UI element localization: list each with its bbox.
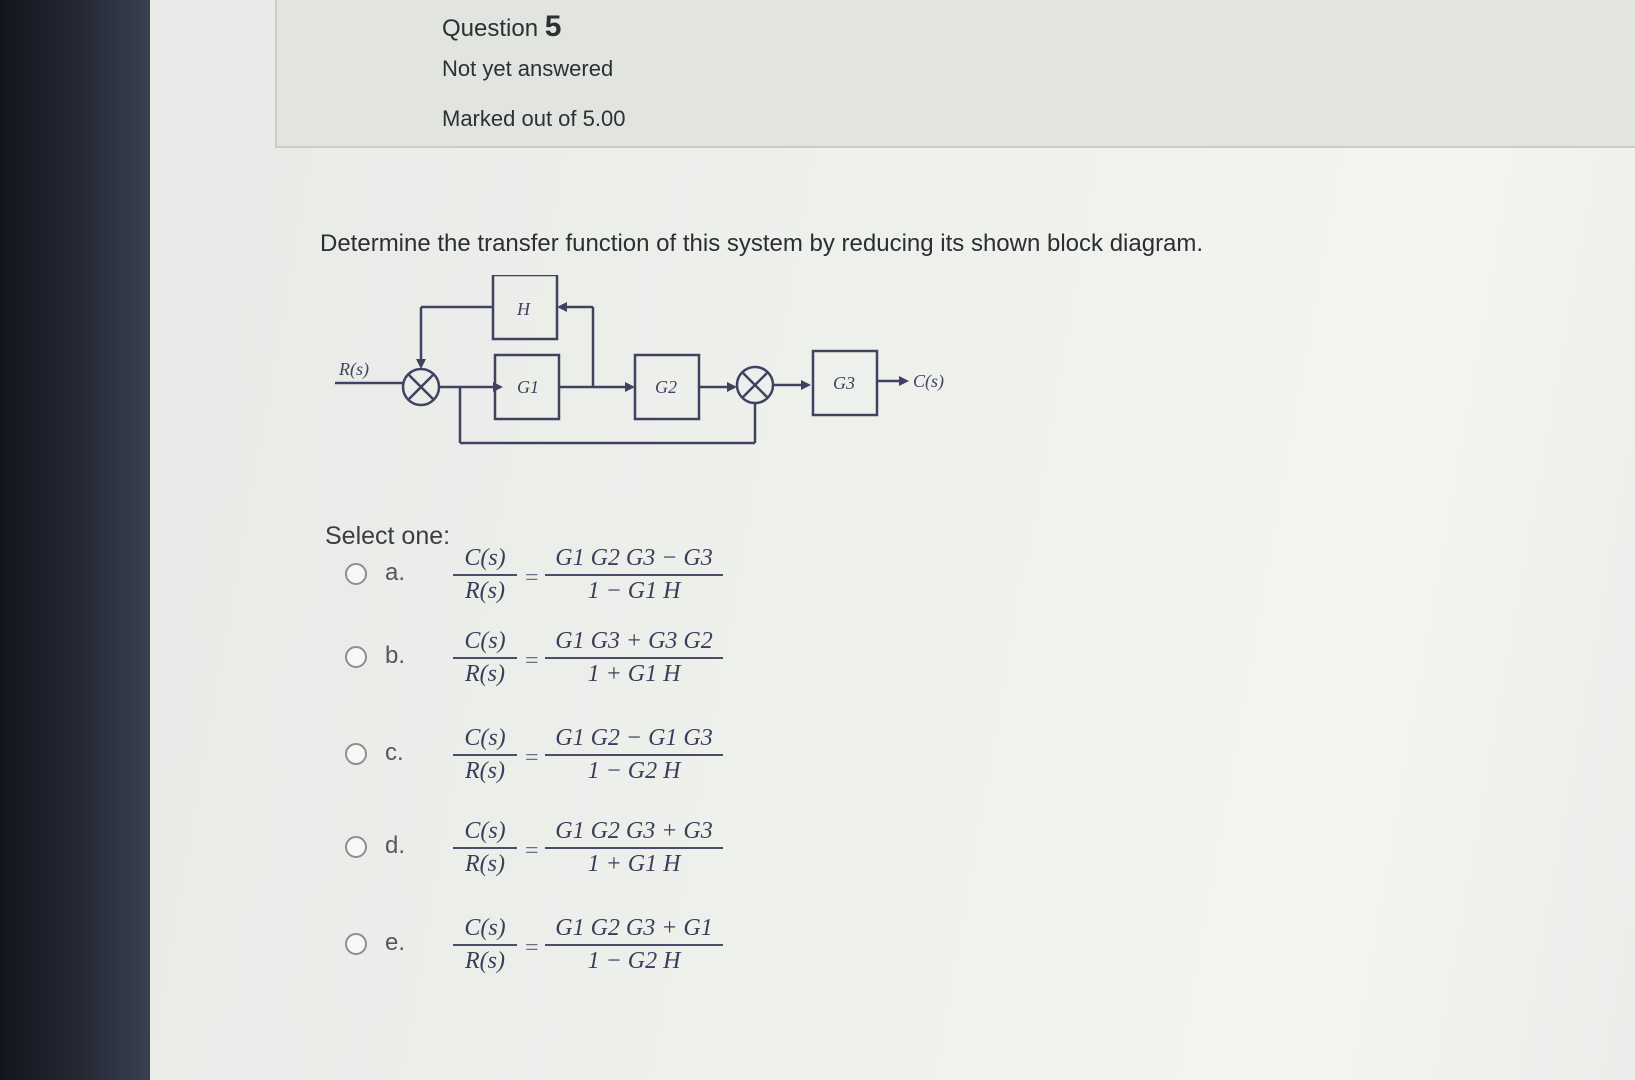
lhs-numerator: C(s) — [464, 545, 506, 571]
radio-button[interactable] — [345, 646, 367, 668]
label-g2: G2 — [655, 377, 677, 397]
rhs-fraction — [545, 915, 723, 975]
fraction-bar — [545, 657, 723, 659]
equals-sign: = — [525, 648, 539, 674]
lhs-fraction — [453, 818, 517, 878]
rhs-denominator: 1 − G1 H — [587, 578, 681, 604]
lhs-denominator: R(s) — [465, 661, 505, 687]
fraction-bar — [545, 944, 723, 946]
fraction-bar — [545, 847, 723, 849]
rhs-denominator: 1 + G1 H — [587, 661, 681, 687]
rhs-denominator: 1 − G2 H — [587, 948, 681, 974]
monitor-bezel — [0, 0, 150, 1080]
label-output: C(s) — [913, 371, 944, 391]
equals-sign: = — [525, 745, 539, 771]
block-diagram — [335, 275, 995, 475]
option-letter: b. — [385, 642, 406, 669]
lhs-fraction — [453, 545, 517, 605]
question-info-box — [275, 0, 1635, 148]
quiz-page — [150, 0, 1635, 1080]
question-marks: Marked out of 5.00 — [442, 106, 626, 131]
rhs-numerator: G1 G2 G3 + G1 — [555, 915, 713, 941]
option-letter: e. — [385, 929, 406, 956]
answer-option[interactable] — [345, 725, 795, 805]
radio-button[interactable] — [345, 743, 367, 765]
select-one-label: Select one: — [325, 522, 451, 550]
lhs-fraction — [453, 915, 517, 975]
rhs-denominator: 1 + G1 H — [587, 851, 681, 877]
fraction-bar — [545, 754, 723, 756]
answer-option[interactable] — [345, 545, 795, 625]
lhs-numerator: C(s) — [464, 725, 506, 751]
rhs-denominator: 1 − G2 H — [587, 758, 681, 784]
question-label: Question — [442, 15, 539, 42]
answer-option[interactable] — [345, 818, 795, 898]
lhs-fraction — [453, 628, 517, 688]
label-g3: G3 — [833, 373, 855, 393]
fraction-bar — [453, 944, 517, 946]
answer-option[interactable] — [345, 915, 795, 995]
question-number-value: 5 — [544, 10, 562, 43]
question-number — [442, 10, 561, 44]
fraction-bar — [453, 657, 517, 659]
lhs-denominator: R(s) — [465, 578, 505, 604]
rhs-fraction — [545, 725, 723, 785]
lhs-numerator: C(s) — [464, 628, 506, 654]
equals-sign: = — [525, 935, 539, 961]
lhs-fraction — [453, 725, 517, 785]
option-letter: d. — [385, 832, 406, 859]
lhs-denominator: R(s) — [465, 758, 505, 784]
rhs-numerator: G1 G2 G3 − G3 — [555, 545, 713, 571]
radio-button[interactable] — [345, 563, 367, 585]
answer-option[interactable] — [345, 628, 795, 708]
lhs-numerator: C(s) — [464, 915, 506, 941]
label-input: R(s) — [339, 359, 369, 379]
label-h: H — [517, 299, 530, 319]
radio-button[interactable] — [345, 933, 367, 955]
equals-sign: = — [525, 565, 539, 591]
rhs-numerator: G1 G3 + G3 G2 — [555, 628, 713, 654]
fraction-bar — [453, 574, 517, 576]
rhs-numerator: G1 G2 − G1 G3 — [555, 725, 713, 751]
option-letter: a. — [385, 559, 406, 586]
rhs-fraction — [545, 818, 723, 878]
lhs-numerator: C(s) — [464, 818, 506, 844]
question-status: Not yet answered — [442, 56, 614, 81]
label-g1: G1 — [517, 377, 539, 397]
rhs-fraction — [545, 545, 723, 605]
equals-sign: = — [525, 838, 539, 864]
fraction-bar — [453, 754, 517, 756]
fraction-bar — [453, 847, 517, 849]
lhs-denominator: R(s) — [465, 851, 505, 877]
option-letter: c. — [385, 739, 404, 766]
fraction-bar — [545, 574, 723, 576]
question-prompt: Determine the transfer function of this system by reducing its shown block diagram. — [320, 230, 1204, 257]
rhs-numerator: G1 G2 G3 + G3 — [555, 818, 713, 844]
lhs-denominator: R(s) — [465, 948, 505, 974]
radio-button[interactable] — [345, 836, 367, 858]
rhs-fraction — [545, 628, 723, 688]
